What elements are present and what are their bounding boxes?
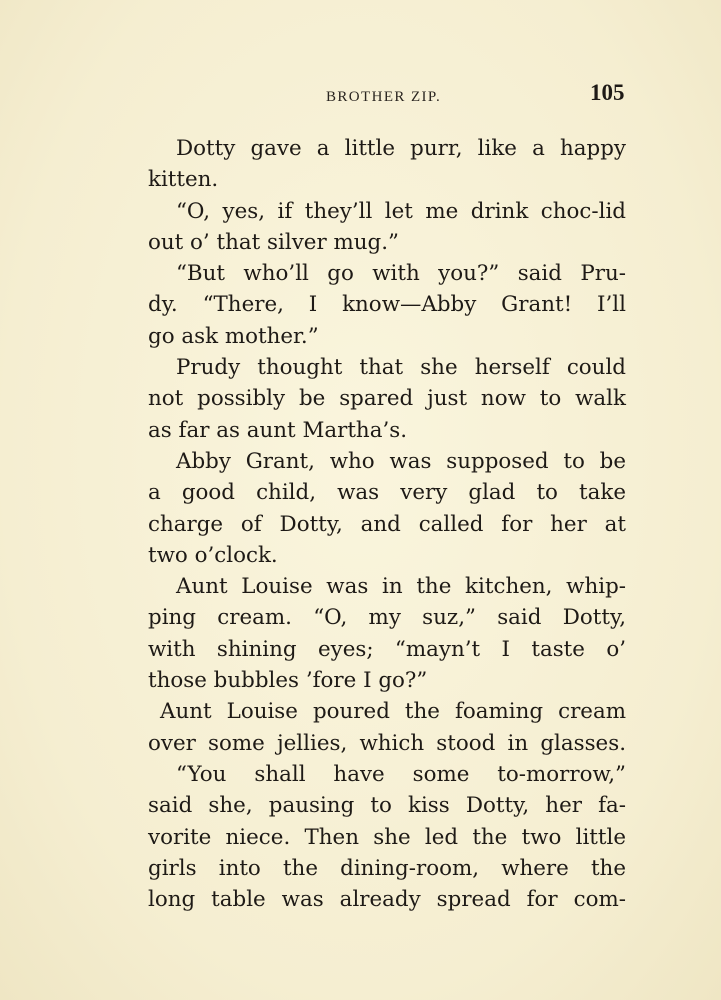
text-line: Dotty gave a little purr, like a happy: [176, 136, 626, 161]
running-title: BROTHER ZIP.: [326, 89, 442, 105]
text-line: Aunt Louise was in the kitchen, whip-: [176, 574, 626, 600]
text-line: as far as aunt Martha’s.: [148, 417, 408, 443]
text-line: kitten.: [148, 167, 219, 193]
text-line: dy. “There, I know—Abby Grant! I’ll: [148, 292, 626, 318]
text-line: over some jellies, which stood in glasses.: [148, 730, 626, 756]
text-line: out o’ that silver mug.”: [148, 229, 399, 255]
text-line: long table was already spread for com-: [148, 887, 626, 913]
text-line: girls into the dining-room, where the: [148, 855, 626, 881]
running-header: [0, 80, 721, 110]
text-line: said she, pausing to kiss Dotty, her fa-: [148, 793, 626, 819]
text-line: “O, yes, if they’ll let me drink choc-lid: [176, 198, 626, 224]
page-number: 105: [590, 80, 625, 105]
text-line: with shining eyes; “mayn’t I taste o’: [148, 636, 626, 662]
text-line: Aunt Louise poured the foaming cream: [160, 699, 626, 725]
text-line: Prudy thought that she herself could: [176, 355, 626, 381]
text-line: two o’clock.: [148, 542, 278, 568]
text-line: “But who’ll go with you?” said Pru-: [176, 261, 626, 287]
text-line: vorite niece. Then she led the two little: [148, 824, 626, 850]
text-line: not possibly be spared just now to walk: [148, 386, 626, 412]
text-line: ping cream. “O, my suz,” said Dotty,: [148, 605, 626, 631]
text-line: charge of Dotty, and called for her at: [148, 511, 626, 537]
text-line: “You shall have some to-morrow,”: [176, 761, 626, 787]
body-text: [148, 133, 626, 915]
text-line: go ask mother.”: [148, 323, 319, 349]
text-line: a good child, was very glad to take: [148, 480, 626, 506]
text-line: those bubbles ’fore I go?”: [148, 668, 428, 694]
text-line: Abby Grant, who was supposed to be: [176, 448, 626, 474]
